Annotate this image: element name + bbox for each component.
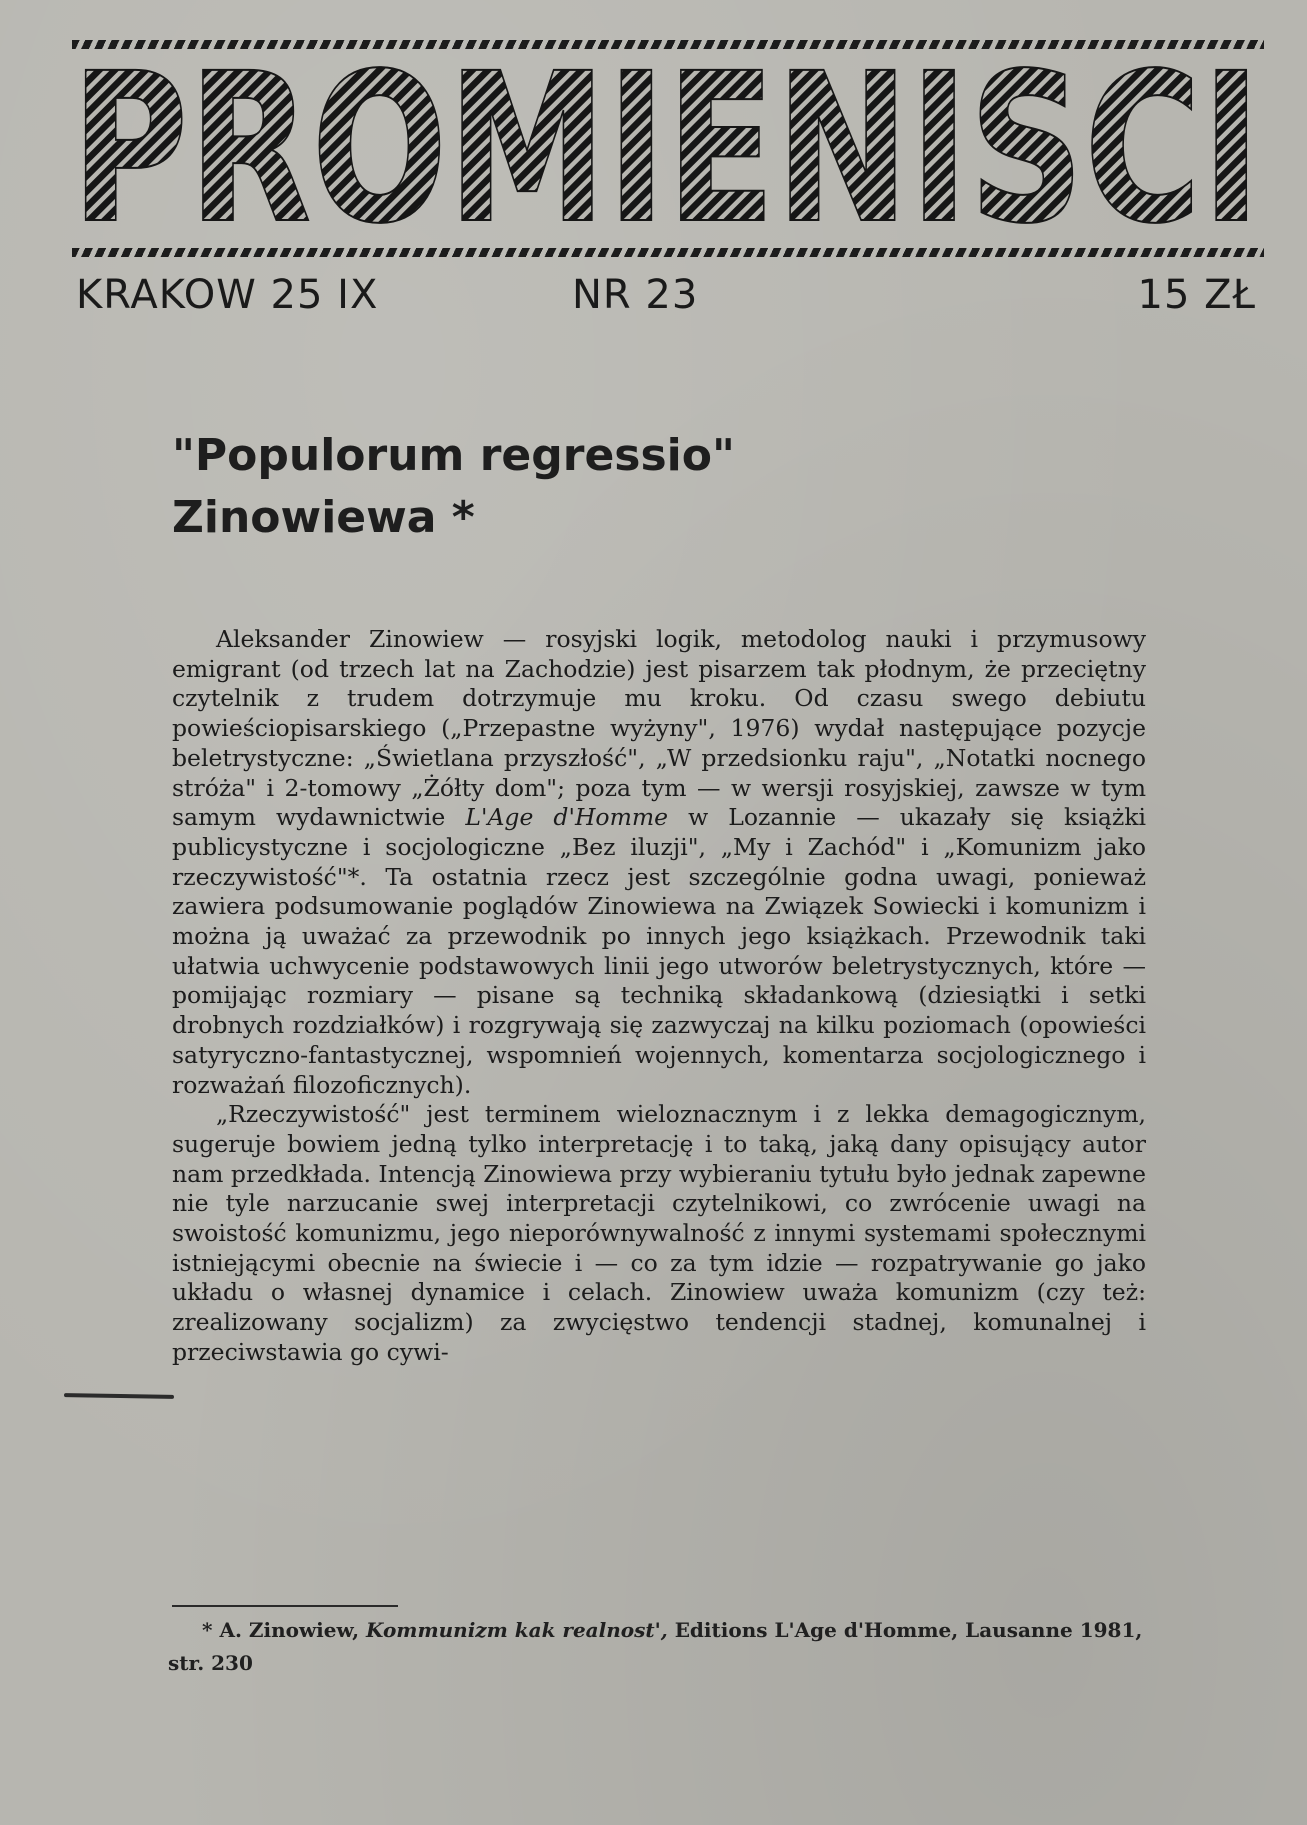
footnote-marker: * bbox=[202, 1618, 213, 1642]
article-title bbox=[172, 425, 1072, 549]
masthead-title: PROMIENISCI bbox=[71, 52, 1261, 234]
footnote-rule bbox=[172, 1605, 398, 1607]
article-title-line-2: Zinowiewa * bbox=[172, 492, 475, 543]
article-body bbox=[172, 625, 1146, 1368]
city-date: KRAKOW 25 IX bbox=[76, 272, 379, 318]
footnote-publisher: Editions L'Age d'Homme, Lausanne 1981, str. 230 bbox=[168, 1618, 1143, 1675]
masthead-top-rule bbox=[72, 40, 1264, 49]
article-title-line-1: "Populorum regressio" bbox=[172, 430, 735, 481]
paragraph-1-rest: w Lozannie — ukazały się książki publicystyczne i socjologiczne „Bez iluzji", „My i Zachód" i „Komunizm jako rzeczywistość"*. Ta ostatnia rzecz jest szczególnie godna uwagi, ponieważ zawiera podsumowanie poglądów Zinowiewa na Związek Sowiecki i komunizm i można ją uważać za przewodnik po innych jego książkach. Przewodnik taki ułatwia uchwycenie podstawowych linii jego utworów beletrystycznych, które — pomijając rozmiary — pisane są techniką składankową (dziesiątki i setki drobnych rozdziałków) i rozgrywają się zazwyczaj na kilku poziomach (opowieści satyryczno-fantastycznej, wspomnień wojennych, komentarza socjologicznego i rozważań filozoficznych). bbox=[172, 803, 1146, 1099]
footnote-author: A. Zinowiew, bbox=[219, 1618, 360, 1642]
issue-line bbox=[76, 272, 1256, 322]
footnote bbox=[168, 1614, 1148, 1680]
article-paragraph-1 bbox=[172, 625, 1146, 1100]
footnote-work: Kommunizm kak realnost', bbox=[366, 1618, 668, 1642]
article-paragraph-2: „Rzeczywistość" jest terminem wieloznacznym i z lekka demagogicznym, sugeruje bowiem jedną tylko interpretację i to taką, jaką dany opisujący autor nam przedkłada. Intencją Zinowiewa przy wybieraniu tytułu było jednak zapewne nie tyle narzucanie swej interpretacji czytelnikowi, co zwrócenie uwagi na swoistość komunizmu, jego nieporównywalność z innymi systemami społecznymi istniejącymi obecnie na świecie i — co za tym idzie — rozpatrywanie go jako układu o własnej dynamice i celach. Zinowiew uważa komunizm (czy też: zrealizowany socjalizm) za zwycięstwo tendencji stadnej, komunalnej i przeciwstawia go cywi- bbox=[172, 1100, 1146, 1366]
masthead-bottom-rule bbox=[72, 248, 1264, 257]
masthead bbox=[66, 52, 1266, 234]
issue-number: NR 23 bbox=[572, 272, 699, 318]
price: 15 ZŁ bbox=[1137, 272, 1256, 318]
masthead-logo bbox=[66, 52, 1266, 234]
pen-mark bbox=[64, 1393, 174, 1399]
paragraph-1-start: Aleksander Zinowiew — rosyjski logik, metodolog nauki i przymusowy emigrant (od trzech lat na Zachodzie) jest pisarzem tak płodnym, że przeciętny czytelnik z trudem dotrzymuje mu kroku. Od czasu swego debiutu powieściopisarskiego („Przepastne wyżyny", 1976) wydał następujące pozycje beletrystyczne: „Świetlana przyszłość", „W przedsionku raju", „Notatki nocnego stróża" i 2-tomowy „Żółty dom"; poza tym — w wersji rosyjskiej, zawsze w tym samym wydawnictwie bbox=[172, 625, 1146, 832]
publisher-name: L'Age d'Homme bbox=[465, 803, 669, 832]
